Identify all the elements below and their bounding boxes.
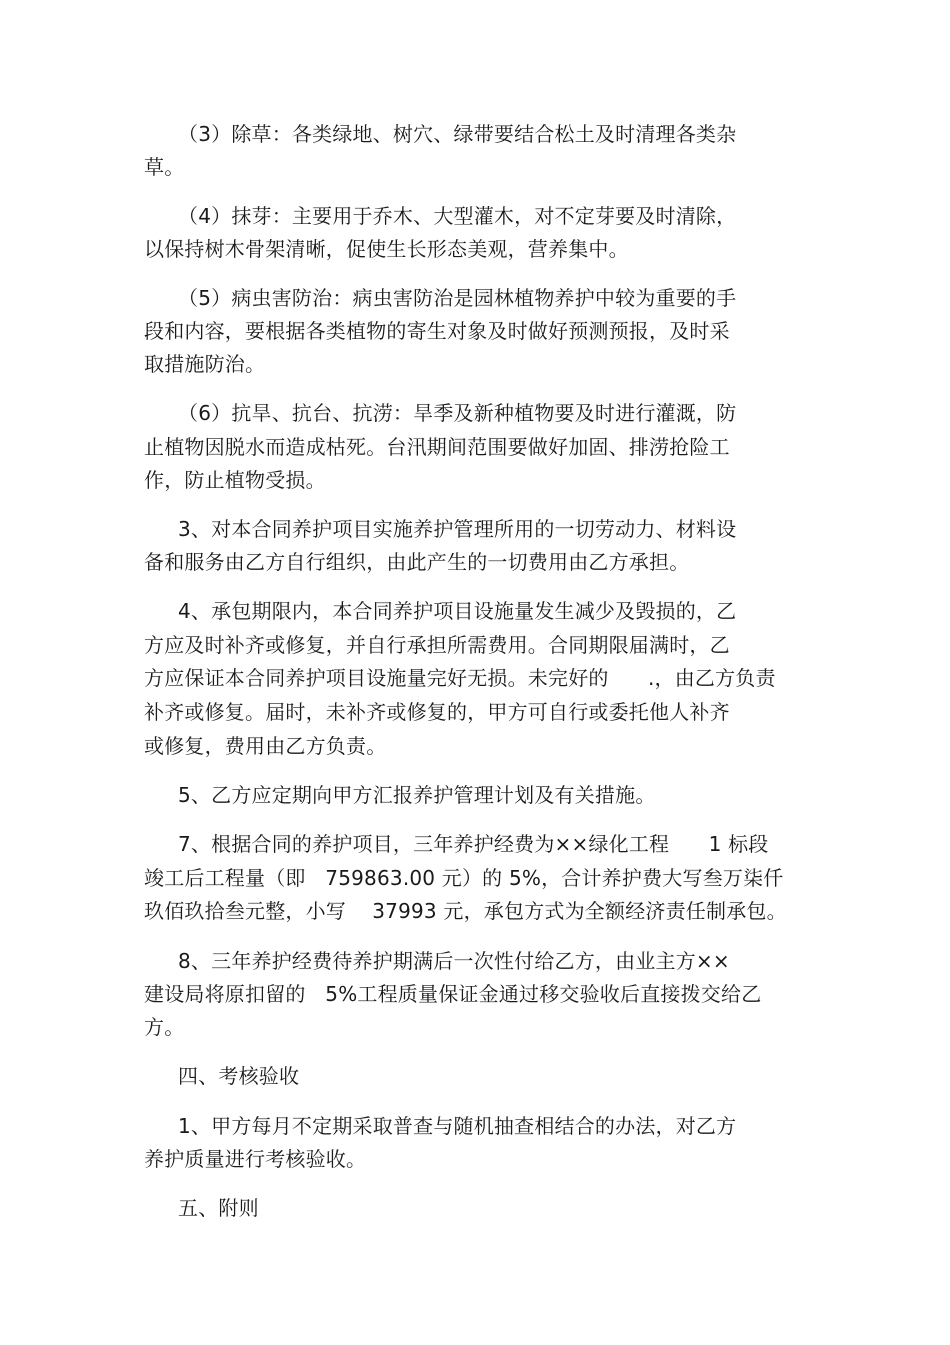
text-line: 1、甲方每月不定期采取普查与随机抽查相结合的办法，对乙方 [178, 1114, 737, 1138]
text-line: （6）抗旱、抗台、抗涝：旱季及新种植物要及时进行灌溉，防 [178, 401, 737, 425]
text-line: 5、乙方应定期向甲方汇报养护管理计划及有关措施。 [178, 783, 656, 807]
text-line: 7、根据合同的养护项目，三年养护经费为××绿化工程 1 标段 [178, 832, 769, 856]
section-heading: 四、考核验收 [178, 1064, 300, 1088]
text-line: 8、三年养护经费待养护期满后一次性付给乙方，由业主方×× [178, 949, 730, 973]
text-line: 4、承包期限内，本合同养护项目设施量发生减少及毁损的，乙 [178, 599, 737, 623]
text-line: 玖佰玖拾叁元整，小写 37993 元，承包方式为全额经济责任制承包。 [144, 899, 787, 923]
text-line: 以保持树木骨架清晰，促使生长形态美观，营养集中。 [144, 237, 629, 261]
text-line: 或修复，费用由乙方负责。 [144, 734, 387, 758]
text-line: 止植物因脱水而造成枯死。台汛期间范围要做好加固、排涝抢险工 [144, 435, 730, 459]
text-line: 方应保证本合同养护项目设施量完好无损。未完好的 .，由乙方负责 [144, 666, 776, 690]
section-heading: 五、附则 [178, 1196, 259, 1220]
text-line: 建设局将原扣留的 5%工程质量保证金通过移交验收后直接拨交给乙 [144, 982, 762, 1006]
text-line: 竣工后工程量（即 759863.00 元）的 5%，合计养护费大写叁万柒仟 [144, 866, 784, 890]
text-line: 草。 [144, 155, 185, 179]
text-line: （5）病虫害防治：病虫害防治是园林植物养护中较为重要的手 [178, 286, 737, 310]
text-line: 3、对本合同养护项目实施养护管理所用的一切劳动力、材料设 [178, 517, 737, 541]
text-line: 作，防止植物受损。 [144, 468, 326, 492]
text-line: 补齐或修复。届时，未补齐或修复的，甲方可自行或委托他人补齐 [144, 700, 730, 724]
text-line: 养护质量进行考核验收。 [144, 1147, 367, 1171]
text-line: 方应及时补齐或修复，并自行承担所需费用。合同期限届满时，乙 [144, 633, 730, 657]
text-line: （3）除草：各类绿地、树穴、绿带要结合松土及时清理各类杂 [178, 122, 737, 146]
text-line: 备和服务由乙方自行组织，由此产生的一切费用由乙方承担。 [144, 550, 690, 574]
text-line: 取措施防治。 [144, 352, 266, 376]
text-line: 段和内容，要根据各类植物的寄生对象及时做好预测预报，及时采 [144, 319, 730, 343]
text-line: （4）抹芽：主要用于乔木、大型灌木，对不定芽要及时清除， [178, 204, 737, 228]
text-line: 方。 [144, 1015, 185, 1039]
